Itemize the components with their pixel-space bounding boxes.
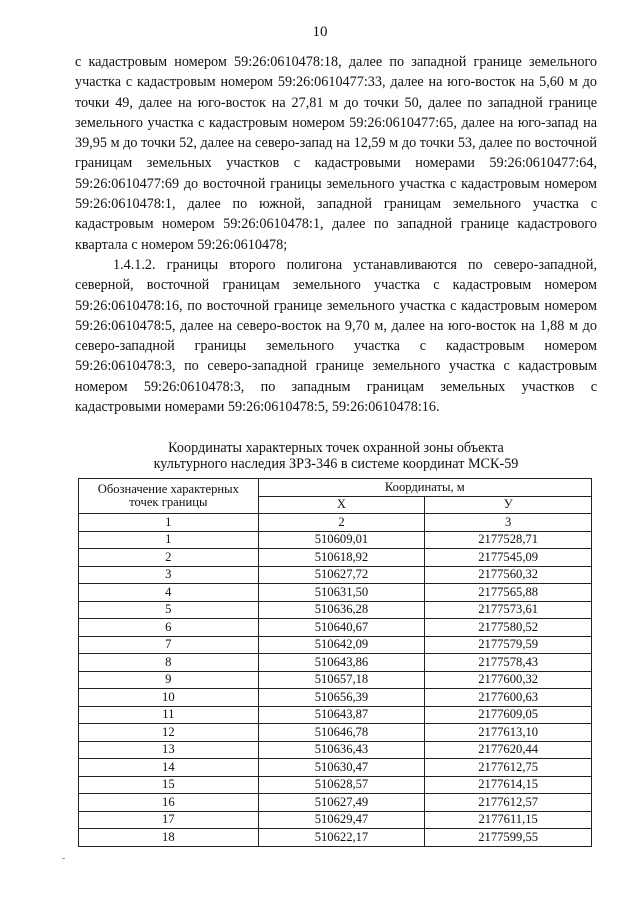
- x-cell: 510629,47: [258, 811, 425, 829]
- y-cell: 2177528,71: [425, 531, 592, 549]
- table-row: [79, 566, 592, 584]
- y-cell: 2177573,61: [425, 601, 592, 619]
- x-cell: 510609,01: [258, 531, 425, 549]
- header-y: У: [425, 496, 592, 514]
- table-row: [79, 636, 592, 654]
- point-cell: 2: [79, 549, 259, 567]
- table-caption-line-1: Координаты характерных точек охранной зоны объекта: [168, 440, 504, 456]
- y-cell: 2177580,52: [425, 619, 592, 637]
- y-cell: 2177560,32: [425, 566, 592, 584]
- paragraph-continuation: с кадастровым номером 59:26:0610478:18, далее по западной границе земельного участка с кадастровым номером 59:26:0610477:33, далее на юго-восток на 5,60 м до точки 49, далее на юго-восток на 27,81 м до точки 50, далее по западной границе земельного участка с кадастровым номером 59:26:0610477:65, далее на юго-запад на 39,95 м до точки 52, далее на северо-запад на 12,59 м до точки 53, далее по восточной границам земельных участков с кадастровыми номерами 59:26:0610477:64, 59:26:0610477:69 до восточной границы земельного участка с кадастровым номером 59:26:0610478:1, далее по южной, западной границам земельного участка с кадастровым номером 59:26:0610478:1, далее по западной границе кадастрового квартала с номером 59:26:0610478;: [75, 54, 597, 253]
- point-cell: 10: [79, 689, 259, 707]
- table-caption: [75, 440, 597, 472]
- y-cell: 2177613,10: [425, 724, 592, 742]
- point-cell: 15: [79, 776, 259, 794]
- point-cell: 12: [79, 724, 259, 742]
- table-row: [79, 706, 592, 724]
- header-x: X: [258, 496, 425, 514]
- x-cell: 510640,67: [258, 619, 425, 637]
- y-cell: 2177545,09: [425, 549, 592, 567]
- point-cell: 1: [79, 531, 259, 549]
- table-row: [79, 724, 592, 742]
- x-cell: 510627,49: [258, 794, 425, 812]
- x-cell: 510646,78: [258, 724, 425, 742]
- y-cell: 2177565,88: [425, 584, 592, 602]
- table-row: [79, 531, 592, 549]
- x-cell: 510622,17: [258, 829, 425, 847]
- point-cell: 17: [79, 811, 259, 829]
- table-caption-line-2: культурного наследия ЗРЗ-346 в системе координат МСК-59: [153, 456, 519, 472]
- point-cell: 7: [79, 636, 259, 654]
- point-cell: 6: [79, 619, 259, 637]
- x-cell: 510618,92: [258, 549, 425, 567]
- x-cell: 510627,72: [258, 566, 425, 584]
- point-cell: 8: [79, 654, 259, 672]
- table-body: [79, 531, 592, 846]
- table-row: [79, 671, 592, 689]
- point-cell: 3: [79, 566, 259, 584]
- point-cell: 4: [79, 584, 259, 602]
- table-row: [79, 689, 592, 707]
- coordinates-table: [78, 478, 592, 847]
- index-cell: 3: [425, 514, 592, 532]
- point-cell: 11: [79, 706, 259, 724]
- x-cell: 510636,28: [258, 601, 425, 619]
- header-coordinates: Координаты, м: [258, 479, 591, 497]
- x-cell: 510656,39: [258, 689, 425, 707]
- table-row: [79, 759, 592, 777]
- table-row: [79, 829, 592, 847]
- y-cell: 2177600,63: [425, 689, 592, 707]
- point-cell: 5: [79, 601, 259, 619]
- header-point: Обозначение характерных точек границы: [79, 479, 259, 514]
- table-row: [79, 776, 592, 794]
- x-cell: 510636,43: [258, 741, 425, 759]
- table-row: [79, 654, 592, 672]
- table-index-row: [79, 514, 592, 532]
- table-row: [79, 619, 592, 637]
- point-cell: 9: [79, 671, 259, 689]
- table-row: [79, 549, 592, 567]
- page-number: 10: [312, 24, 328, 40]
- x-cell: 510630,47: [258, 759, 425, 777]
- x-cell: 510631,50: [258, 584, 425, 602]
- y-cell: 2177612,57: [425, 794, 592, 812]
- index-cell: 1: [79, 514, 259, 532]
- paragraph-1-4-1-2: 1.4.1.2. границы второго полигона устанавливаются по северо-западной, северной, восточной границам земельного участка с кадастровым номером 59:26:0610478:16, по восточной границе земельного участка с кадастровым номером 59:26:0610478:5, далее на северо-восток на 9,70 м, далее на юго-восток на 1,88 м до северо-западной границы земельного участка с кадастровым номером 59:26:0610478:3, по северо-западной границе земельного участка с кадастровым номером 59:26:0610478:3, по западным границам земельных участков с кадастровыми номерами 59:26:0610478:5, 59:26:0610478:16.: [75, 256, 597, 416]
- y-cell: 2177612,75: [425, 759, 592, 777]
- y-cell: 2177611,15: [425, 811, 592, 829]
- index-cell: 2: [258, 514, 425, 532]
- x-cell: 510657,18: [258, 671, 425, 689]
- x-cell: 510643,86: [258, 654, 425, 672]
- point-cell: 18: [79, 829, 259, 847]
- table-header-row: [79, 479, 592, 497]
- scan-artifact: [62, 858, 65, 859]
- table-row: [79, 601, 592, 619]
- table-row: [79, 741, 592, 759]
- body-text: [75, 52, 597, 417]
- table-row: [79, 811, 592, 829]
- y-cell: 2177620,44: [425, 741, 592, 759]
- point-cell: 13: [79, 741, 259, 759]
- y-cell: 2177600,32: [425, 671, 592, 689]
- y-cell: 2177609,05: [425, 706, 592, 724]
- table-row: [79, 584, 592, 602]
- x-cell: 510628,57: [258, 776, 425, 794]
- x-cell: 510642,09: [258, 636, 425, 654]
- table-row: [79, 794, 592, 812]
- point-cell: 16: [79, 794, 259, 812]
- y-cell: 2177599,55: [425, 829, 592, 847]
- point-cell: 14: [79, 759, 259, 777]
- y-cell: 2177578,43: [425, 654, 592, 672]
- y-cell: 2177614,15: [425, 776, 592, 794]
- x-cell: 510643,87: [258, 706, 425, 724]
- y-cell: 2177579,59: [425, 636, 592, 654]
